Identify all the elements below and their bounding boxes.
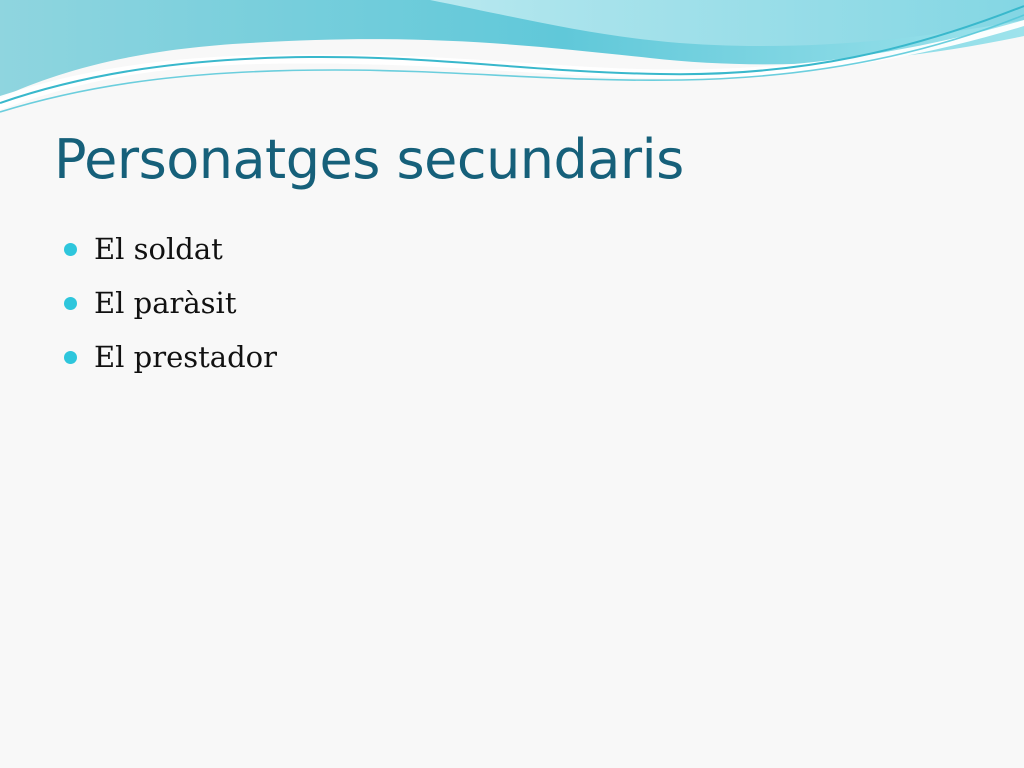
bullet-dot-icon [64,351,77,364]
bullet-text: El prestador [94,340,277,374]
bullet-text: El soldat [94,232,223,266]
bullet-dot-icon [64,297,77,310]
bullet-dot-icon [64,243,77,256]
list-item [64,222,277,276]
list-item [64,330,277,384]
slide-title: Personatges secundaris [54,128,684,191]
list-item [64,276,277,330]
bullet-list [64,222,277,384]
top-wave-decoration [0,0,1024,130]
bullet-text: El paràsit [94,286,237,320]
